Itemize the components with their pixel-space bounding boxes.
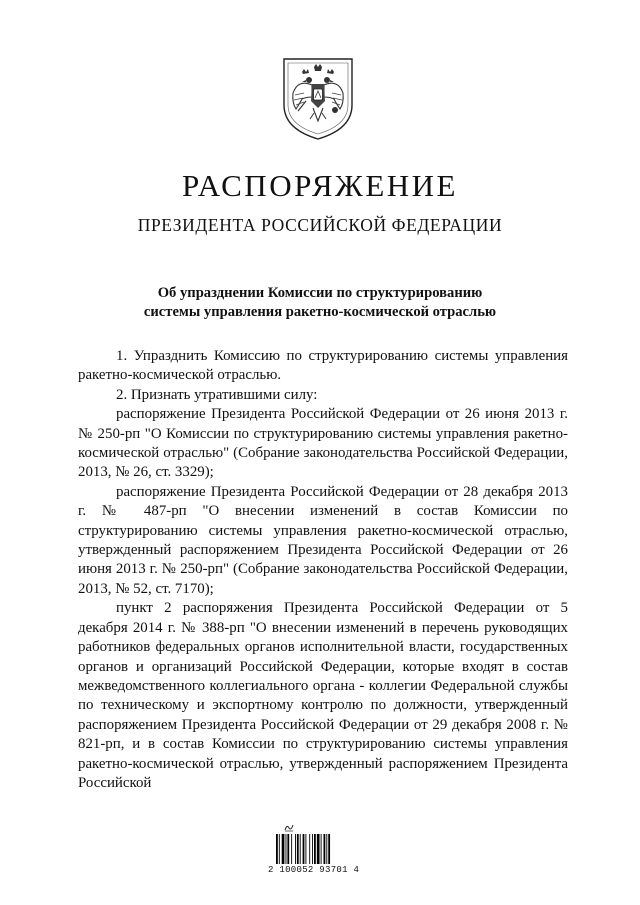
barcode-number: 2 100052 93701 4 <box>268 865 360 875</box>
paragraph: 2. Признать утратившими силу: <box>116 386 318 403</box>
barcode-icon <box>276 834 348 864</box>
document-body <box>78 347 568 793</box>
paragraph: распоряжение Президента Российской Федерации от 28 декабря 2013 г. № 487-рп "О внесении изменений в состав Комиссии по структурированию системы управления ракетно-космической отраслью, утвержденный распоряжением Президента Российской Федерации от 26 июня 2013 г. № 250-рп" (Собрание законодательства Российской Федерации, 2013, № 52, ст. 7170); <box>78 483 568 597</box>
heading-line: системы управления ракетно-космической отраслью <box>143 304 497 320</box>
paragraph: пункт 2 распоряжения Президента Российской Федерации от 5 декабря 2014 г. № 388-рп "О внесении изменений в перечень руководящих работников федеральных органов исполнительной власти, государственных органов и организаций Российской Федерации, которые входят в состав межведомственного коллегиального органа - коллегии Федеральной службы по техническому и экспортному контролю по должности, утвержденный распоряжением Президента Российской Федерации от 29 декабря 2008 г. № 821-рп, и в состав Комиссии по структурированию системы управления ракетно-космической отраслью, утвержденный распоряжением Президента Российской <box>78 600 568 791</box>
coat-of-arms-emblem <box>278 53 358 143</box>
barcode-mark-icon <box>284 822 294 832</box>
document-heading <box>0 284 640 322</box>
document-title: РАСПОРЯЖЕНИЕ <box>182 168 458 203</box>
document-issuer: ПРЕЗИДЕНТА РОССИЙСКОЙ ФЕДЕРАЦИИ <box>137 215 503 235</box>
barcode-block <box>268 822 368 882</box>
paragraph: распоряжение Президента Российской Федерации от 26 июня 2013 г. № 250-рп "О Комиссии по структурированию системы управления ракетно-космической отраслью" (Собрание законодательства Российской Федерации, 2013, № 26, ст. 3329); <box>78 406 568 481</box>
paragraph: 1. Упразднить Комиссию по структурированию системы управления ракетно-космической отраслью. <box>78 348 568 384</box>
heading-line: Об упразднении Комиссии по структурированию <box>157 285 483 301</box>
